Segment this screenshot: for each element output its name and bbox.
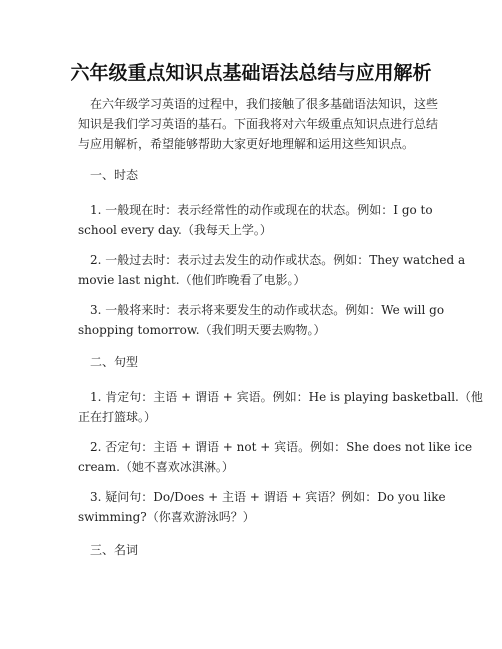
tense-item-3 — [78, 300, 445, 340]
item-line: 2. 一般过去时：表示过去发生的动作或状态。例如：They watched a — [90, 253, 466, 267]
intro-paragraph — [78, 94, 439, 154]
sentence-item-1 — [78, 387, 483, 427]
item-line: 正在打篮球。） — [78, 410, 157, 424]
item-line: 1. 一般现在时：表示经常性的动作或现在的状态。例如：I go to — [90, 203, 433, 217]
document-title: 六年级重点知识点基础语法总结与应用解析 — [70, 62, 432, 84]
item-line: 2. 否定句：主语 + 谓语 + not + 宾语。例如：She does not like ice — [90, 440, 473, 454]
sentence-item-3 — [78, 487, 446, 527]
section-heading-noun: 三、名词 — [90, 543, 139, 557]
item-line: school every day.（我每天上学。） — [78, 223, 272, 237]
item-line: movie last night.（他们昨晚看了电影。） — [78, 273, 306, 287]
section-heading-tense: 一、时态 — [90, 168, 139, 182]
item-line: shopping tomorrow.（我们明天要去购物。） — [78, 323, 326, 337]
tense-item-1 — [78, 200, 433, 240]
item-line: cream.（她不喜欢冰淇淋。） — [78, 460, 234, 474]
item-line: 3. 一般将来时：表示将来要发生的动作或状态。例如：We will go — [90, 303, 445, 317]
intro-line: 知识是我们学习英语的基石。下面我将对六年级重点知识点进行总结 — [78, 117, 439, 131]
intro-line: 与应用解析，希望能够帮助大家更好地理解和运用这些知识点。 — [78, 137, 415, 151]
item-line: 1. 肯定句：主语 + 谓语 + 宾语。例如：He is playing basketball.（他 — [90, 390, 483, 404]
section-heading-sentence: 二、句型 — [90, 355, 139, 369]
item-line: swimming?（你喜欢游泳吗？） — [78, 510, 255, 524]
sentence-item-2 — [78, 437, 473, 477]
item-line: 3. 疑问句：Do/Does + 主语 + 谓语 + 宾语？例如：Do you like — [90, 490, 446, 504]
intro-line: 在六年级学习英语的过程中，我们接触了很多基础语法知识，这些 — [90, 97, 439, 111]
tense-item-2 — [78, 250, 466, 290]
